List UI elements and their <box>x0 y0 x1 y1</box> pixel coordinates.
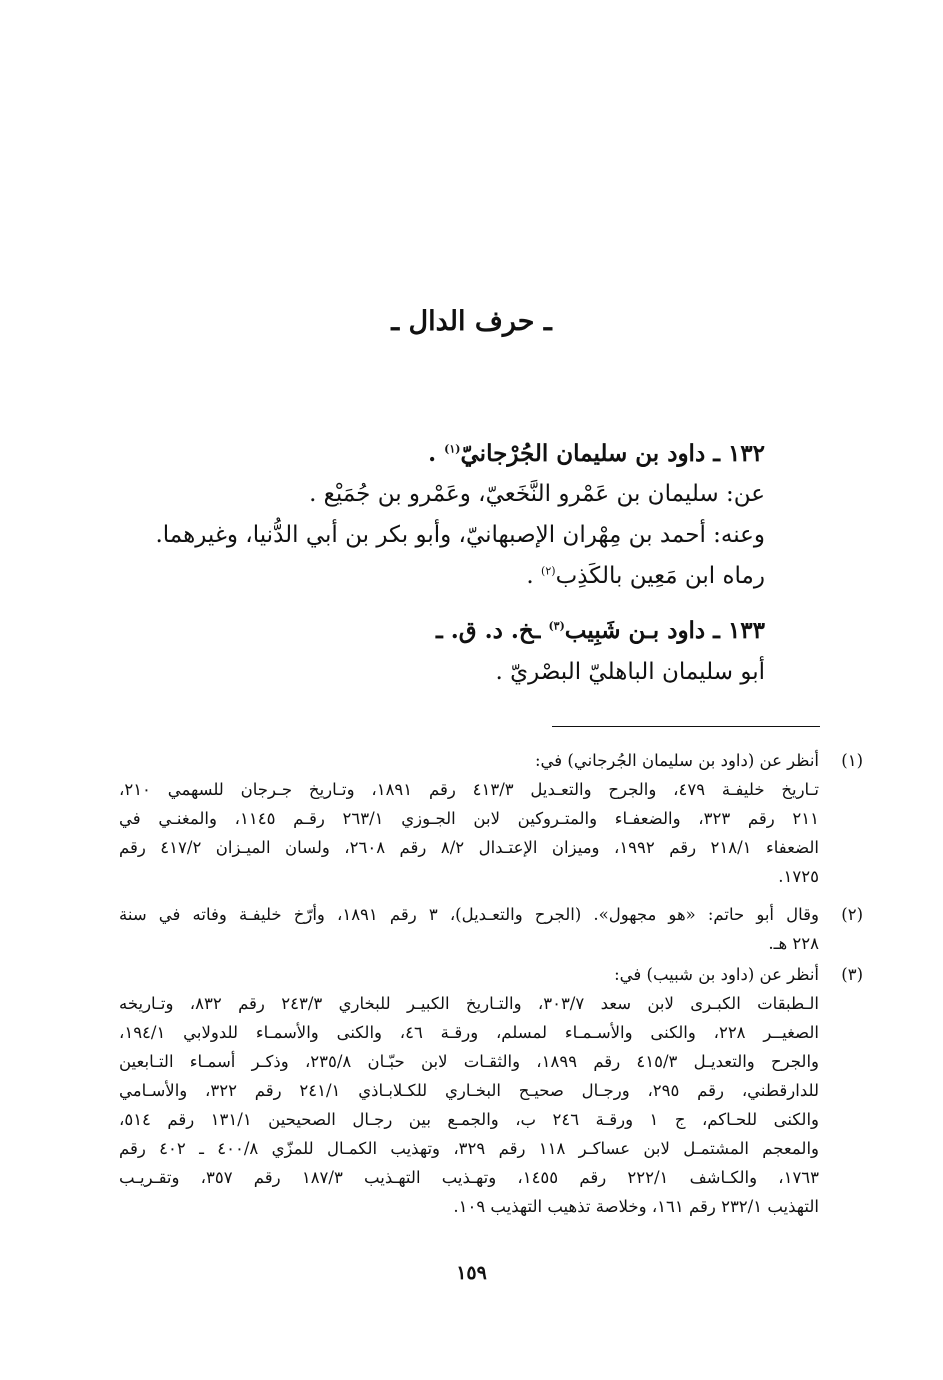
section-heading: ـ حرف الدال ـ <box>391 306 552 337</box>
footnote-line: أنظر عن (داود بن سليمان الجُرجاني) في: <box>534 751 819 770</box>
page-number: ١٥٩ <box>456 1262 487 1284</box>
footnote-line: الصغيــر ٢٢٨، والكنى والأسـمـاء لمسلم، ورقـة ٤٦، والكنى والأسمـاء للدولابي ١٩٤/١، <box>119 1023 819 1042</box>
entry-132-teachers <box>125 481 765 507</box>
footnote-line: ٢١١ رقم ٣٢٣، والضعفـاء والمتـروكين لابن الجـوزي ٢٦٣/١ رقـم ١١٤٥، والمغنـي في <box>119 809 819 828</box>
footnote-ref-3[interactable]: (٣) <box>548 619 565 633</box>
footnote-line: والجرح والتعديـل ٤١٥/٣ رقم ١٨٩٩، والثقـات لابن حبّـان ٢٣٥/٨، وذكـر أسمـاء التـابعين <box>119 1052 819 1071</box>
footnote-line: ١٧٦٣، والكـاشف ٢٢٢/١ رقم ١٤٥٥، وتهـذيب التهـذيب ١٨٧/٣ رقم ٣٥٧، وتقـريـب <box>119 1168 820 1187</box>
footnote-line: ١٧٢٥. <box>778 867 819 886</box>
footnote-line: والمعجم المشتمـل لابن عساكـر ١١٨ رقم ٣٢٩، وتهذيب الكمـال للمزّي ٤٠٠/٨ ـ ٤٠٢ رقم <box>119 1139 820 1158</box>
entry-132-title <box>125 440 765 467</box>
footnote-line: للدارقطني، رقم ٢٩٥، ورجـال صحيـح البخـاري للكـلابـاذي ٢٤١/١ رقم ٣٢٢، والأسـامي <box>119 1081 819 1100</box>
footnote-1 <box>119 746 863 891</box>
entry-tail: ـخ. د. ق. ـ <box>435 617 549 644</box>
entry-133-title <box>125 617 765 644</box>
footnote-line: تـاريخ خليفـة ٤٧٩، والجرح والتعـديل ٤١٣/٣ رقم ١٨٩١، وتـاريخ جـرجان للسهمي ٢١٠، <box>119 780 820 799</box>
entry-text: ١٣٣ ـ داود بـن شَبِيب <box>564 617 765 644</box>
footnote-number: (٢) <box>841 905 863 924</box>
footnote-line: الضعفاء ٢١٨/١ رقم ١٩٩٢، وميزان الإعتـدال ٨/٢ رقم ٢٦٠٨، ولسان الميـزان ٤١٧/٢ رقم <box>119 838 819 857</box>
entry-text: أبو سليمان الباهليّ البصْريّ . <box>495 659 765 685</box>
entry-132-students <box>105 522 765 548</box>
footnote-line: وقال أبو حاتم: «هو مجهول». (الجرح والتعـديل)، ٣ رقم ١٨٩١، وأرّخ خليفـة وفاته في سنة <box>119 905 819 924</box>
entry-tail: . <box>428 440 445 467</box>
entry-text: ١٣٢ ـ داود بن سليمان الجُرْجانيّ <box>460 440 765 467</box>
footnote-line: الـطبقات الكبـرى لابن سعد ٣٠٣/٧، والتـاريخ الكبيـر للبخاري ٢٤٣/٣ رقم ٨٣٢، وتـاريخه <box>119 994 819 1013</box>
footnote-line: أنظر عن (داود بن شبيب) في: <box>614 965 819 984</box>
entry-text: وعنه: أحمد بن مِهْران الإصبهانيّ، وأبو بكر بن أبي الدُّنيا، وغيرهما. <box>155 522 765 548</box>
footnote-separator <box>552 726 820 727</box>
footnote-line: التهذيب ٢٣٢/١ رقم ١٦١، وخلاصة تذهيب التهذيب ١٠٩. <box>453 1197 819 1216</box>
entry-132-criticism <box>125 563 765 589</box>
entry-text: عن: سليمان بن عَمْرو النَّخَعيّ، وعَمْرو بن جُمَيْع . <box>309 481 765 507</box>
footnote-3 <box>119 960 863 1221</box>
footnote-ref-2[interactable]: (٢) <box>541 564 556 578</box>
entry-text: رماه ابن مَعِين بالكَذِب <box>555 563 765 589</box>
footnote-number: (١) <box>841 751 863 770</box>
footnote-line: ٢٢٨ هـ. <box>768 934 819 953</box>
entry-133-kunya <box>125 659 765 685</box>
footnote-ref-1[interactable]: (١) <box>444 442 461 456</box>
entry-tail: . <box>526 563 542 589</box>
footnote-2 <box>119 900 863 958</box>
footnote-number: (٣) <box>841 965 863 984</box>
footnote-line: والكنى للحـاكم، ج ١ ورقـة ٢٤٦ ب، والجمـع بين رجـال الصحيحين ١٣١/١ رقم ٥١٤، <box>119 1110 819 1129</box>
